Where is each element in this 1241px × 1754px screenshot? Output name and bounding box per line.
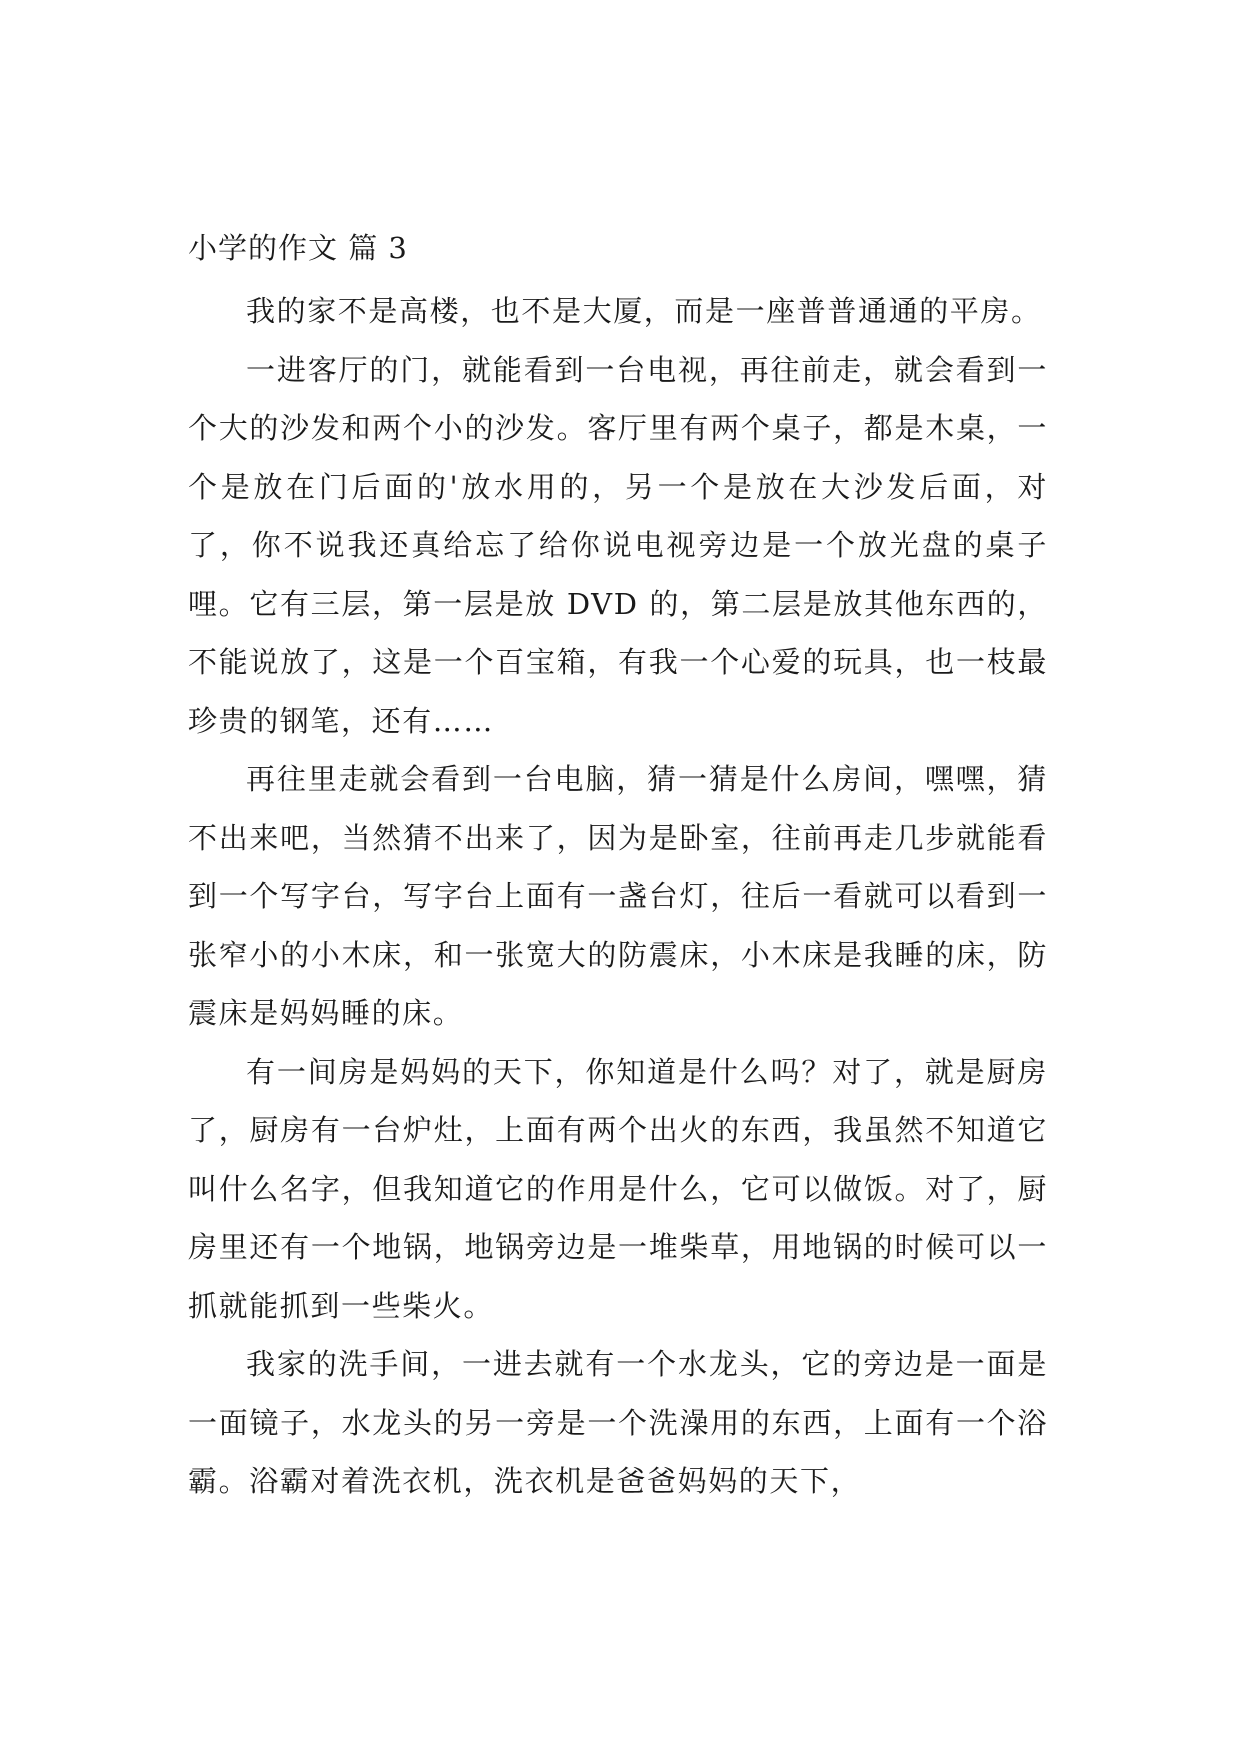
document-title: 小学的作文 篇 3 xyxy=(188,231,408,265)
document-page xyxy=(188,224,1048,1511)
paragraph-2: 一进客厅的门，就能看到一台电视，再往前走，就会看到一个大的沙发和两个小的沙发。客厅里有两个桌子，都是木桌，一个是放在门后面的'放水用的，另一个是放在大沙发后面，对了，你不说我还真给忘了给你说电视旁边是一个放光盘的桌子哩。它有三层，第一层是放 DVD 的，第二层是放其他东西的，不能说放了，这是一个百宝箱，有我一个心爱的玩具，也一枝最珍贵的钢笔，还有…… xyxy=(188,352,1048,738)
paragraph-1: 我的家不是高楼，也不是大厦，而是一座普普通通的平房。 xyxy=(246,294,1042,328)
paragraph-5: 我家的洗手间，一进去就有一个水龙头，它的旁边是一面是一面镜子，水龙头的另一旁是一个洗澡用的东西，上面有一个浴霸。浴霸对着洗衣机，洗衣机是爸爸妈妈的天下， xyxy=(188,1347,1048,1498)
paragraph-3: 再往里走就会看到一台电脑，猜一猜是什么房间，嘿嘿，猜不出来吧，当然猜不出来了，因为是卧室，往前再走几步就能看到一个写字台，写字台上面有一盏台灯，往后一看就可以看到一张窄小的小木床，和一张宽大的防震床，小木床是我睡的床，防震床是妈妈睡的床。 xyxy=(188,762,1048,1030)
paragraph-4: 有一间房是妈妈的天下，你知道是什么吗？对了，就是厨房了，厨房有一台炉灶，上面有两个出火的东西，我虽然不知道它叫什么名字，但我知道它的作用是什么，它可以做饭。对了，厨房里还有一个地锅，地锅旁边是一堆柴草，用地锅的时候可以一抓就能抓到一些柴火。 xyxy=(188,1054,1048,1323)
